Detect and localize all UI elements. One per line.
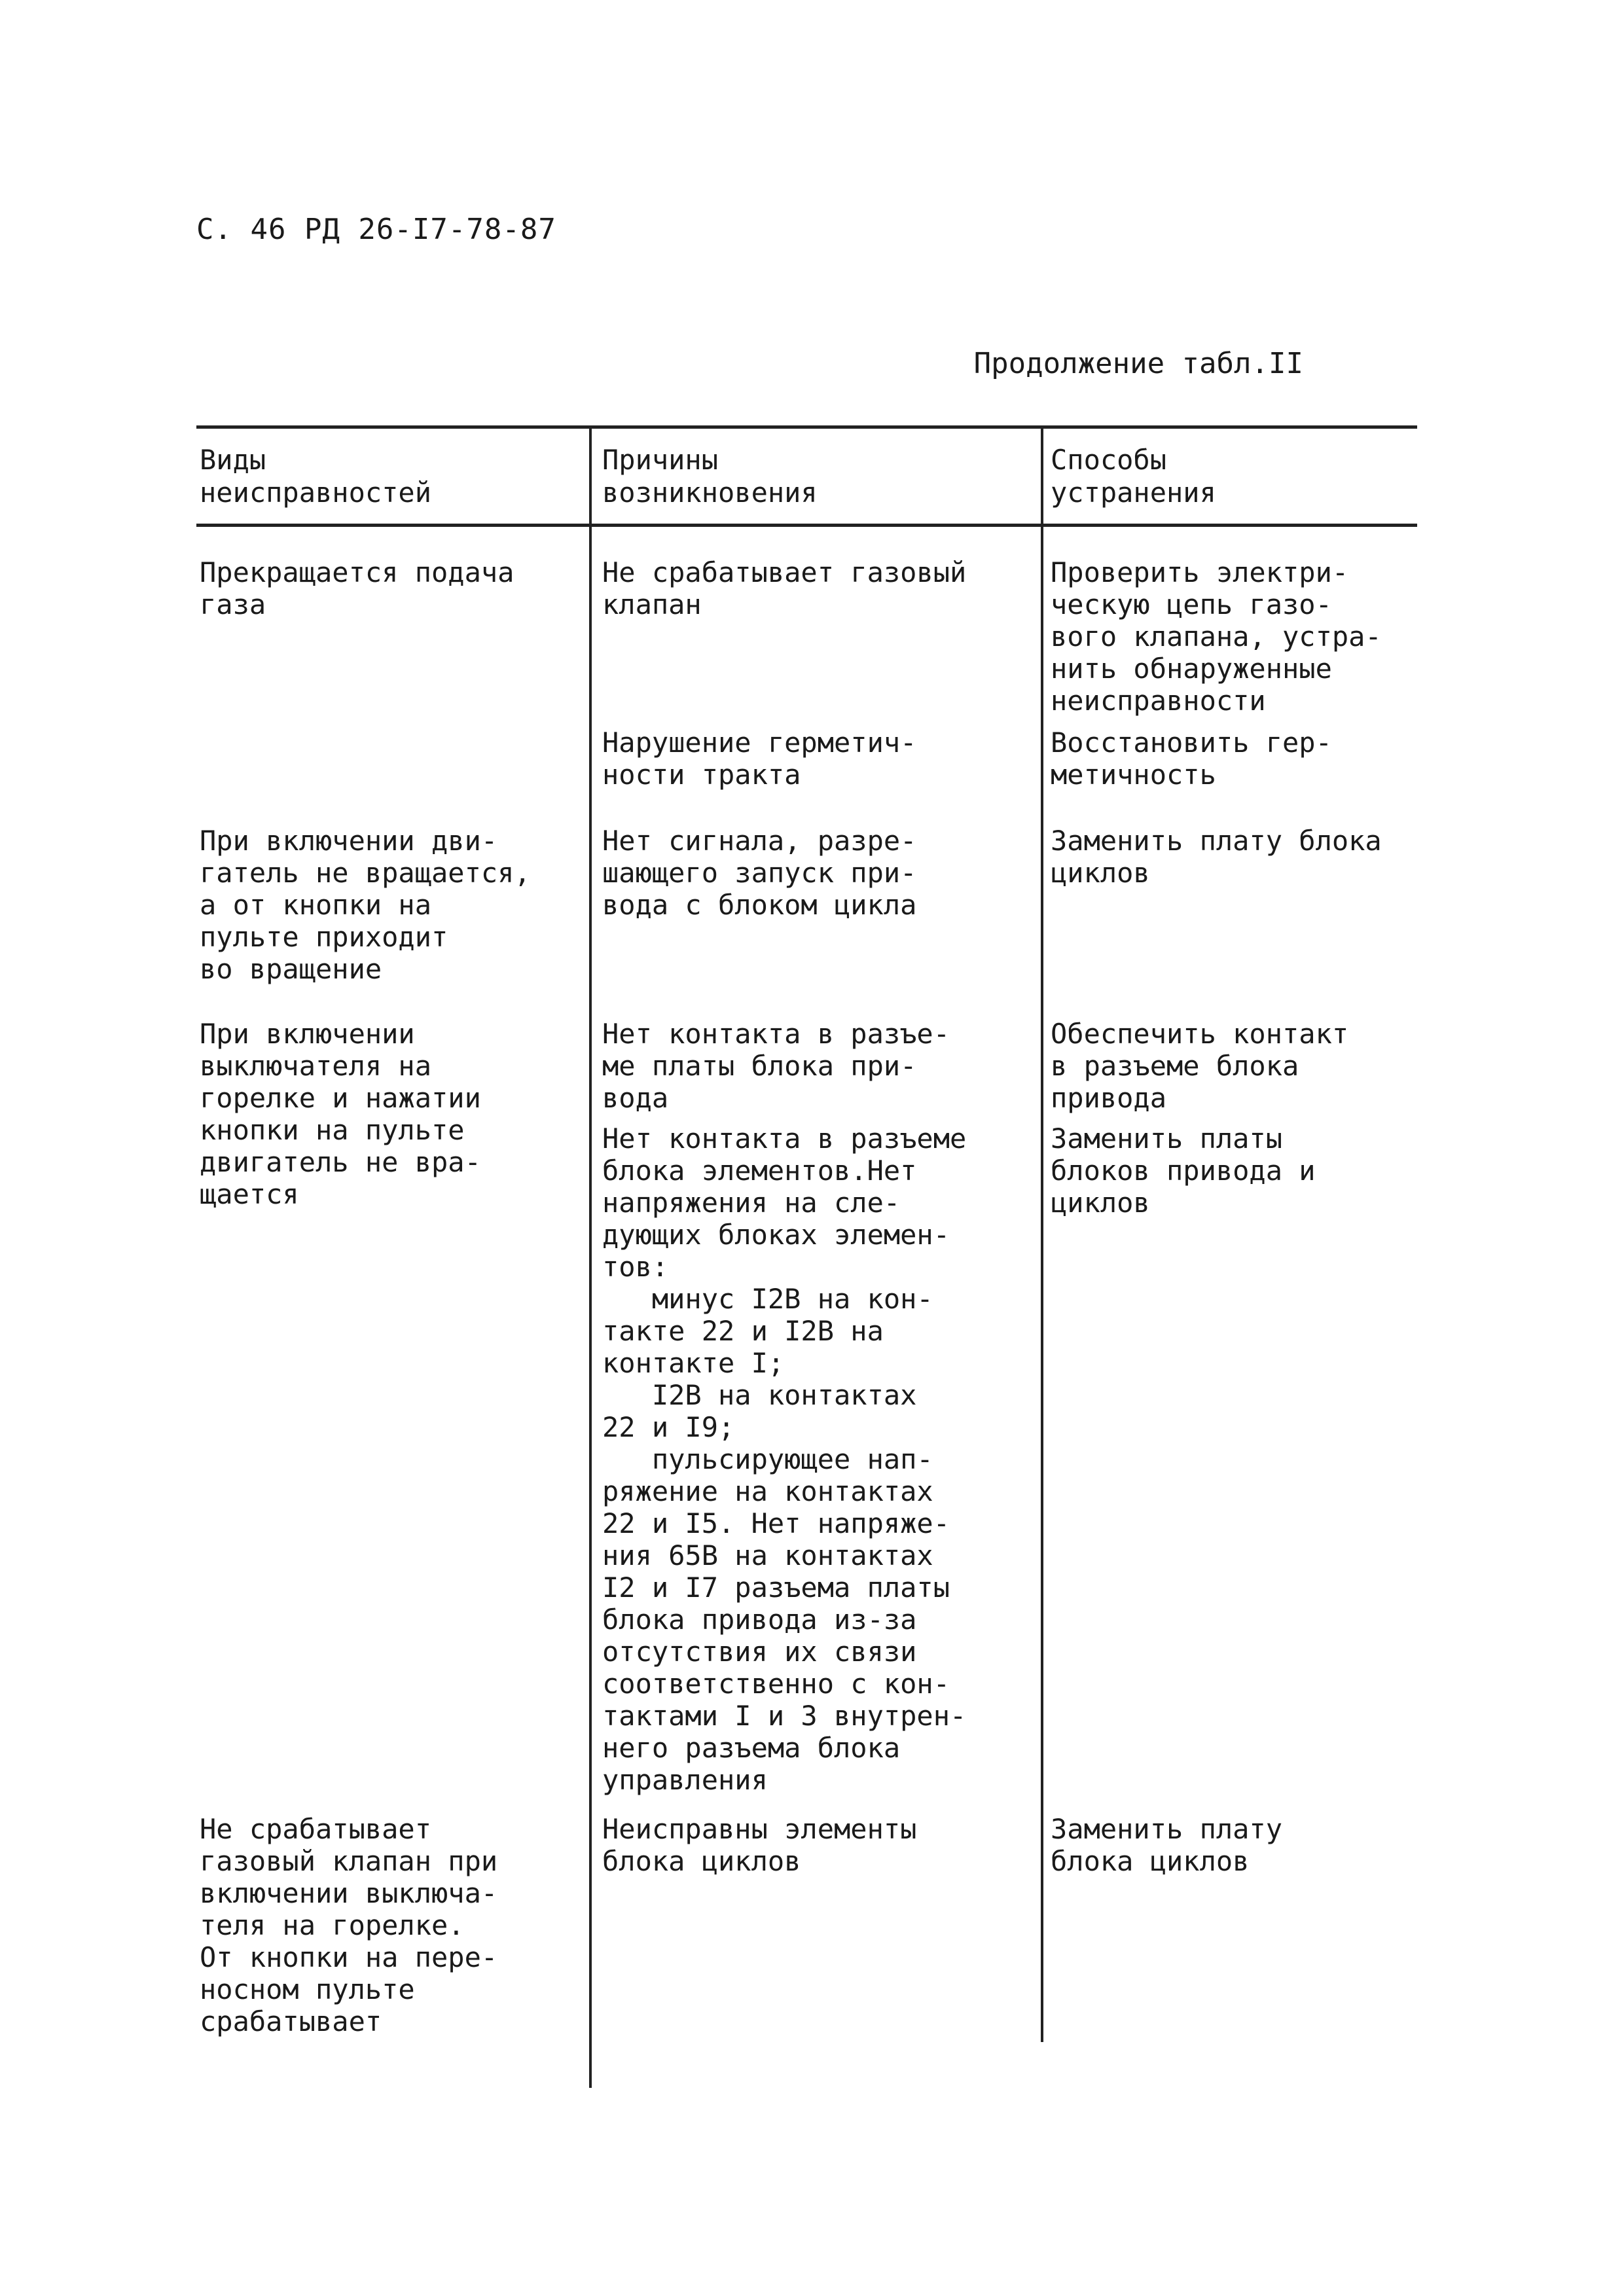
column-divider-1 [589, 425, 592, 2088]
row-3-remedy: Заменить плату блока циклов [1051, 825, 1382, 889]
row-3-fault: При включении дви- гатель не вращается, а от кнопки на пульте приходит во вращение [200, 825, 531, 985]
row-2-remedy: Восстановить гер- метичность [1051, 726, 1332, 791]
table-top-rule [196, 425, 1417, 429]
row-5-remedy: Заменить платы блоков привода и циклов [1051, 1122, 1316, 1219]
column-header-faults: Виды неисправностей [200, 444, 432, 509]
row-6-cause: Неисправны элементы блока циклов [602, 1813, 917, 1877]
page-reference: С. 46 РД 26-I7-78-87 [196, 213, 556, 246]
row-6-fault: Не срабатывает газовый клапан при включении выключа- теля на горелке. От кнопки на пере- носном пульте срабатывает [200, 1813, 498, 2037]
row-5-cause: Нет контакта в разъеме блока элементов.Нет напряжения на сле- дующих блоках элемен- тов: минус I2В на кон- такте 22 и I2В на контакте I; I2В на контактах 22 и I9; пульсирующее нап- ряжение на контактах 22 и I5. Нет напряже- ния 65В на контактах I2 и I7 разъема платы блока привода из-за отсутствия их связи соответственно с кон- тактами I и 3 внутрен- него разъема блока управления [602, 1122, 967, 1796]
faults-table [196, 425, 1417, 2088]
row-4-fault: При включении выключателя на горелке и нажатии кнопки на пульте двигатель не вра- щается [200, 1018, 481, 1210]
row-4-remedy: Обеспечить контакт в разъеме блока привода [1051, 1018, 1349, 1114]
table-header-rule [196, 524, 1417, 527]
column-divider-2 [1041, 425, 1043, 2042]
row-2-cause: Нарушение герметич- ности тракта [602, 726, 917, 791]
row-3-cause: Нет сигнала, разре- шающего запуск при- вода с блоком цикла [602, 825, 917, 921]
row-1-cause: Не срабатывает газовый клапан [602, 556, 967, 620]
column-header-causes: Причины возникновения [602, 444, 818, 509]
row-4-cause: Нет контакта в разъе- ме платы блока при- вода [602, 1018, 950, 1114]
column-header-remedies: Способы устранения [1051, 444, 1216, 509]
row-1-fault: Прекращается подача газа [200, 556, 514, 620]
row-6-remedy: Заменить плату блока циклов [1051, 1813, 1283, 1877]
table-caption: Продолжение табл.II [973, 347, 1303, 380]
row-1-remedy: Проверить электри- ческую цепь газо- вого клапана, устра- нить обнаруженные неисправности [1051, 556, 1382, 717]
